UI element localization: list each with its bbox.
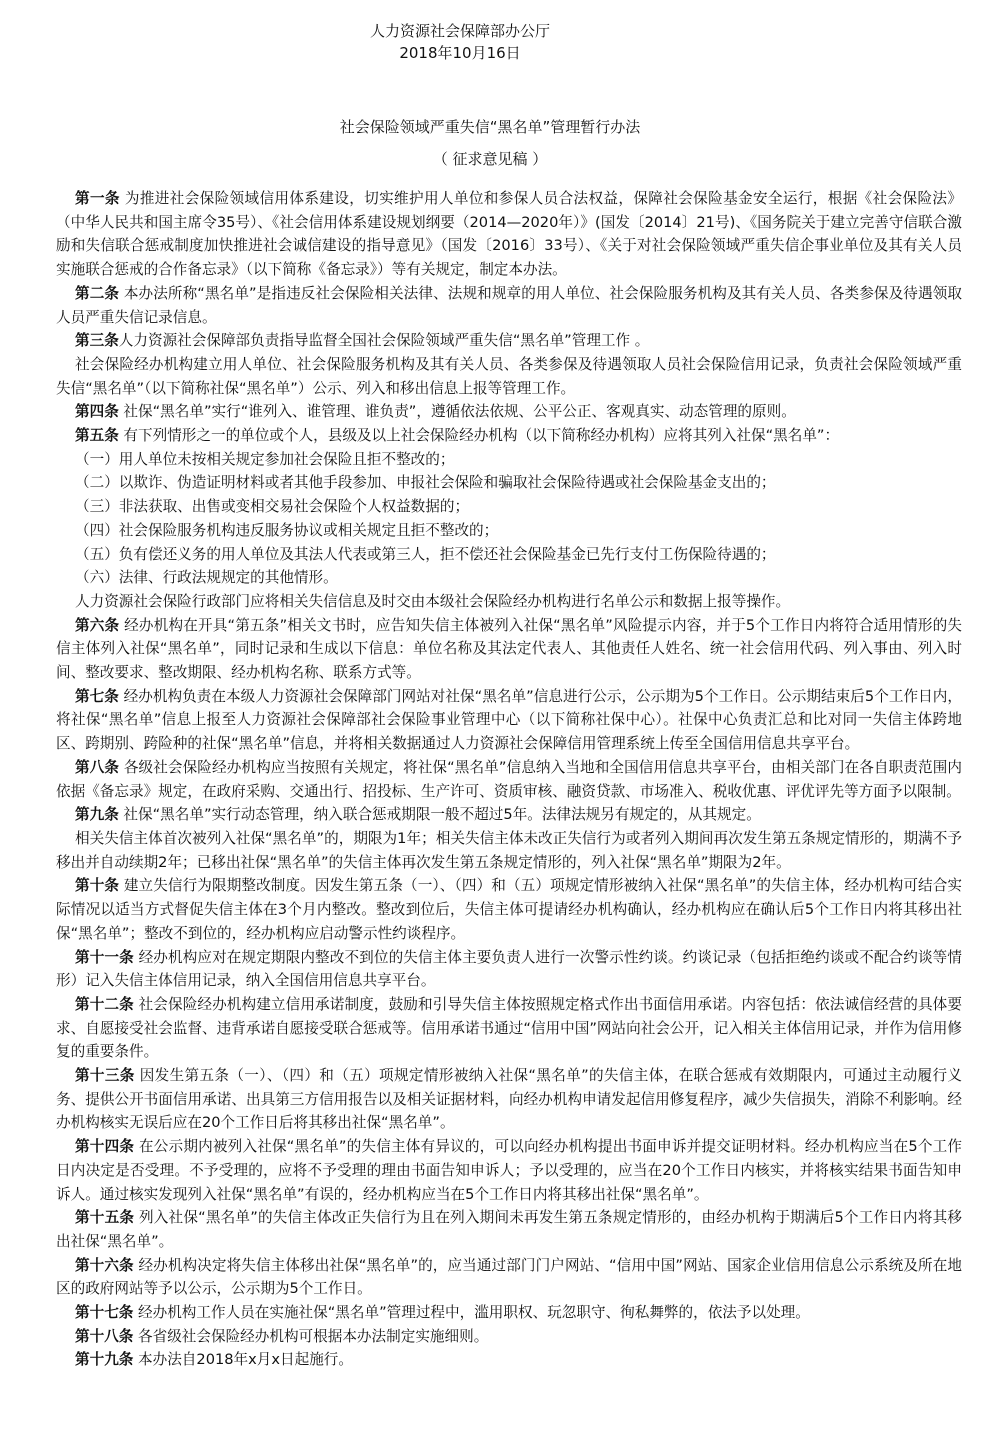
body-paragraph bbox=[56, 448, 962, 472]
body-paragraph bbox=[56, 590, 962, 614]
article-number: 第十一条 bbox=[75, 948, 134, 966]
body-paragraph bbox=[56, 471, 962, 495]
paragraph-text: 社保“黑名单”实行动态管理，纳入联合惩戒期限一般不超过5年。法律法规另有规定的，从其规定。 bbox=[118, 806, 761, 824]
article-paragraph bbox=[56, 614, 962, 685]
article-number: 第五条 bbox=[75, 427, 119, 445]
article-paragraph bbox=[56, 1348, 962, 1372]
article-number: 第十五条 bbox=[75, 1209, 135, 1227]
paragraph-text: 建立失信行为限期整改制度。因发生第五条（一）、（四）和（五）项规定情形被纳入社保“黑名单”的失信主体，经办机构可结合实际情况以适当方式督促失信主体在3个月内整改。整改到位后，失信主体可提请经办机构确认，经办机构应在确认后5个工作日内将其移出社保“黑名单”；整改不到位的，经办机构应启动警示性约谈程序。 bbox=[56, 877, 962, 942]
article-paragraph bbox=[56, 187, 962, 282]
paragraph-text: （四）社会保险服务机构违反服务协议或相关规定且拒不整改的； bbox=[75, 521, 499, 539]
paragraph-text: 社会保险经办机构建立用人单位、社会保险服务机构及其有关人员、各类参保及待遇领取人员社会保险信用记录，负责社会保险领域严重失信“黑名单”（以下简称社保“黑名单”）公示、列入和移出信息上报等管理工作。 bbox=[56, 355, 962, 397]
article-paragraph bbox=[56, 685, 962, 756]
article-paragraph bbox=[56, 756, 962, 803]
article-paragraph bbox=[56, 1254, 962, 1301]
article-paragraph bbox=[56, 1135, 962, 1206]
article-number: 第六条 bbox=[75, 616, 120, 634]
paragraph-text: 相关失信主体首次被列入社保“黑名单”的，期限为1年；相关失信主体未改正失信行为或者列入期间再次发生第五条规定情形的，期满不予移出并自动续期2年；已移出社保“黑名单”的失信主体再次发生第五条规定情形的，列入社保“黑名单”期限为2年。 bbox=[56, 829, 962, 871]
article-number: 第七条 bbox=[75, 687, 119, 705]
paragraph-text: 因发生第五条（一）、（四）和（五）项规定情形被纳入社保“黑名单”的失信主体，在联合惩戒有效期限内，可通过主动履行义务、提供公开书面信用承诺、出具第三方信用报告以及相关证据材料，向经办机构申请发起信用修复程序，减少失信损失，消除不利影响。经办机构核实无误后应在20个工作日后将其移出社保“黑名单”。 bbox=[56, 1067, 962, 1132]
paragraph-text: 为推进社会保险领域信用体系建设，切实维护用人单位和参保人员合法权益，保障社会保险基金安全运行，根据《社会保险法》（中华人民共和国主席令35号）、《社会信用体系建设规划纲要（2014—2020年）》(国发〔2014〕21号)、《国务院关于建立完善守信联合激励和失信联合惩戒制度加快推进社会诚信建设的指导意见》（国发〔2016〕33号）、《关于对社会保险领域严重失信企事业单位及其有关人员实施联合惩戒的合作备忘录》（以下简称《备忘录》）等有关规定，制定本办法。 bbox=[56, 190, 962, 279]
document-subtitle: （ 征求意见稿 ） bbox=[432, 150, 548, 168]
paragraph-text: （一）用人单位未按相关规定参加社会保险且拒不整改的； bbox=[75, 450, 455, 468]
article-number: 第十七条 bbox=[75, 1304, 134, 1322]
article-number: 第九条 bbox=[75, 806, 119, 824]
article-paragraph bbox=[56, 803, 962, 827]
paragraph-text: 本办法自2018年x月x日起施行。 bbox=[133, 1351, 353, 1369]
article-paragraph bbox=[56, 329, 962, 353]
article-paragraph bbox=[56, 1301, 962, 1325]
paragraph-text: 经办机构决定将失信主体移出社保“黑名单”的，应当通过部门门户网站、“信用中国”网站、国家企业信用信息公示系统及所在地区的政府网站等予以公示，公示期为5个工作日。 bbox=[56, 1256, 962, 1298]
paragraph-text: 各省级社会保险经办机构可根据本办法制定实施细则。 bbox=[133, 1327, 489, 1345]
article-paragraph bbox=[56, 1325, 962, 1349]
article-number: 第十三条 bbox=[75, 1067, 135, 1085]
article-number: 第十条 bbox=[75, 877, 120, 895]
paragraph-text: 经办机构工作人员在实施社保“黑名单”管理过程中，滥用职权、玩忽职守、徇私舞弊的，依法予以处理。 bbox=[133, 1304, 810, 1322]
issue-date: 2018年10月16日 bbox=[399, 44, 521, 62]
article-number: 第二条 bbox=[75, 284, 120, 302]
body-paragraph bbox=[56, 353, 962, 400]
article-paragraph bbox=[56, 874, 962, 945]
paragraph-text: 本办法所称“黑名单”是指违反社会保险相关法律、法规和规章的用人单位、社会保险服务机构及其有关人员、各类参保及待遇领取人员严重失信记录信息。 bbox=[56, 284, 962, 326]
body-paragraph bbox=[56, 827, 962, 874]
article-number: 第一条 bbox=[75, 190, 120, 207]
body-paragraph bbox=[56, 519, 962, 543]
paragraph-text: 有下列情形之一的单位或个人，县级及以上社会保险经办机构（以下简称经办机构）应将其列入社保“黑名单”： bbox=[118, 427, 840, 445]
article-number: 第四条 bbox=[75, 403, 119, 421]
issuing-office: 人力资源社会保障部办公厅 bbox=[369, 22, 550, 40]
article-number: 第八条 bbox=[75, 758, 120, 776]
article-number: 第十六条 bbox=[75, 1256, 134, 1274]
document-body bbox=[56, 187, 962, 1372]
document-title: 社会保险领域严重失信“黑名单”管理暂行办法 bbox=[339, 118, 641, 136]
article-paragraph bbox=[56, 282, 962, 329]
article-paragraph bbox=[56, 993, 962, 1064]
paragraph-text: 列入社保“黑名单”的失信主体改正失信行为且在列入期间未再发生第五条规定情形的，由经办机构于期满后5个工作日内将其移出社保“黑名单”。 bbox=[56, 1209, 962, 1250]
paragraph-text: 经办机构应对在规定期限内整改不到位的失信主体主要负责人进行一次警示性约谈。约谈记录（包括拒绝约谈或不配合约谈等情形）记入失信主体信用记录，纳入全国信用信息共享平台。 bbox=[56, 948, 962, 990]
article-number: 第三条 bbox=[75, 332, 119, 350]
paragraph-text: 各级社会保险经办机构应当按照有关规定，将社保“黑名单”信息纳入当地和全国信用信息共享平台，由相关部门在各自职责范围内依据《备忘录》规定，在政府采购、交通出行、招投标、生产许可、资质审核、融资贷款、市场准入、税收优惠、评优评先等方面予以限制。 bbox=[56, 758, 962, 800]
paragraph-text: （六）法律、行政法规规定的其他情形。 bbox=[75, 569, 338, 587]
article-number: 第十二条 bbox=[75, 995, 134, 1013]
body-paragraph bbox=[56, 495, 962, 519]
paragraph-text: 社保“黑名单”实行“谁列入、谁管理、谁负责”，遵循依法依规、公平公正、客观真实、动态管理的原则。 bbox=[118, 403, 796, 421]
article-paragraph bbox=[56, 1206, 962, 1253]
article-number: 第十四条 bbox=[75, 1138, 135, 1156]
paragraph-text: （二）以欺诈、伪造证明材料或者其他手段参加、申报社会保险和骗取社会保险待遇或社会保险基金支出的； bbox=[75, 474, 776, 492]
body-paragraph bbox=[56, 566, 962, 590]
paragraph-text: 人力资源社会保险行政部门应将相关失信信息及时交由本级社会保险经办机构进行名单公示和数据上报等操作。 bbox=[75, 592, 791, 610]
article-paragraph bbox=[56, 400, 962, 424]
paragraph-text: 经办机构负责在本级人力资源社会保障部门网站对社保“黑名单”信息进行公示，公示期为5个工作日。公示期结束后5个工作日内，将社保“黑名单”信息上报至人力资源社会保障部社会保险事业管理中心（以下简称社保中心）。社保中心负责汇总和比对同一失信主体跨地区、跨期别、跨险种的社保“黑名单”信息，并将相关数据通过人力资源社会保障信用管理系统上传至全国信用信息共享平台。 bbox=[56, 687, 962, 753]
paragraph-text: 经办机构在开具“第五条”相关文书时，应告知失信主体被列入社保“黑名单”风险提示内容，并于5个工作日内将符合适用情形的失信主体列入社保“黑名单”，同时记录和生成以下信息：单位名称及其法定代表人、其他责任人姓名、统一社会信用代码、列入事由、列入时间、整改要求、整改期限、经办机构名称、联系方式等。 bbox=[56, 616, 962, 682]
paragraph-text: 在公示期内被列入社保“黑名单”的失信主体有异议的，可以向经办机构提出书面申诉并提交证明材料。经办机构应当在5个工作日内决定是否受理。不予受理的，应将不予受理的理由书面告知申诉人；予以受理的，应当在20个工作日内核实，并将核实结果书面告知申诉人。通过核实发现列入社保“黑名单”有误的，经办机构应当在5个工作日内将其移出社保“黑名单”。 bbox=[56, 1138, 962, 1203]
paragraph-text: 人力资源社会保障部负责指导监督全国社会保险领域严重失信“黑名单”管理工作 。 bbox=[118, 332, 650, 350]
article-number: 第十九条 bbox=[75, 1351, 134, 1369]
paragraph-text: （五）负有偿还义务的用人单位及其法人代表或第三人，拒不偿还社会保险基金已先行支付工伤保险待遇的； bbox=[75, 545, 776, 563]
paragraph-text: 社会保险经办机构建立信用承诺制度，鼓励和引导失信主体按照规定格式作出书面信用承诺。内容包括：依法诚信经营的具体要求、自愿接受社会监督、违背承诺自愿接受联合惩戒等。信用承诺书通过“信用中国”网站向社会公开，记入相关主体信用记录，并作为信用修复的重要条件。 bbox=[56, 995, 962, 1061]
article-number: 第十八条 bbox=[75, 1327, 134, 1345]
body-paragraph bbox=[56, 543, 962, 567]
article-paragraph bbox=[56, 424, 962, 448]
article-paragraph bbox=[56, 946, 962, 993]
article-paragraph bbox=[56, 1064, 962, 1135]
paragraph-text: （三）非法获取、出售或变相交易社会保险个人权益数据的； bbox=[75, 498, 470, 516]
